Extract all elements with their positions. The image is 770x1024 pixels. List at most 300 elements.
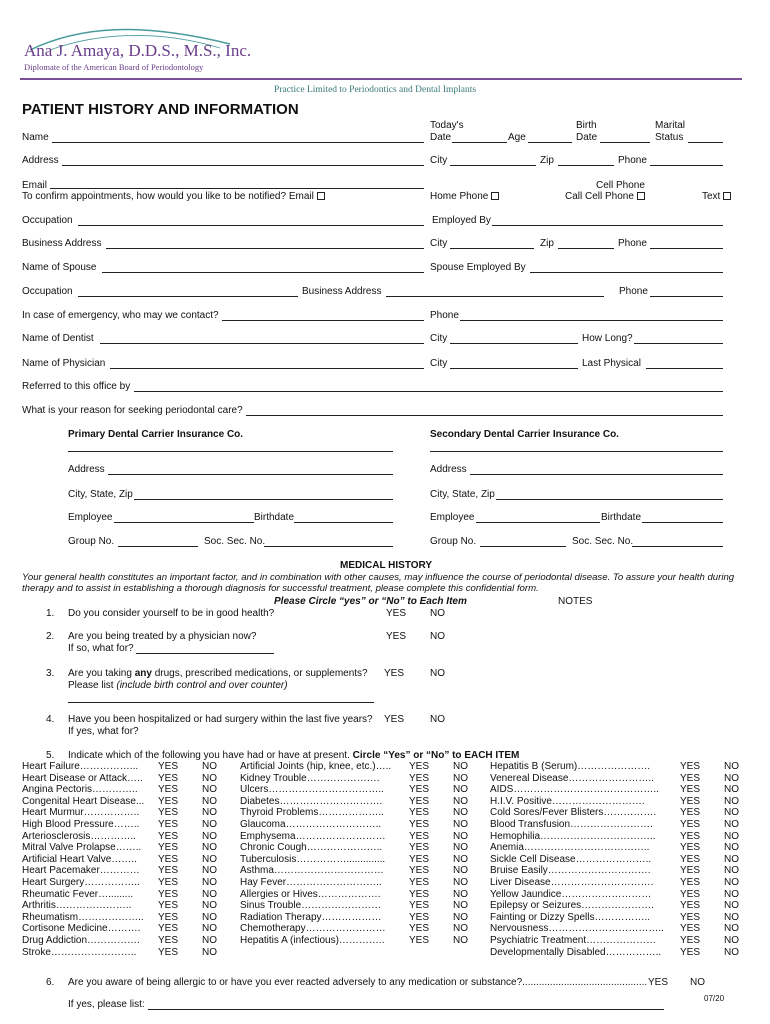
- condition-no[interactable]: NO: [453, 795, 468, 807]
- label-email: Email: [22, 180, 48, 191]
- home-phone-option: Home Phone: [430, 191, 499, 202]
- q2-yes[interactable]: YES: [386, 631, 407, 642]
- how-long-field[interactable]: [634, 343, 723, 344]
- condition-label: Mitral Valve Prolapse……..: [22, 842, 142, 854]
- q6-text: Are you aware of being allergic to or have you ever reacted adversely to any medication or substance?.............................................: [68, 977, 648, 988]
- home-phone-checkbox[interactable]: [491, 192, 499, 200]
- condition-yes[interactable]: YES: [158, 807, 179, 819]
- condition-yes[interactable]: YES: [680, 784, 701, 796]
- label-marital: Marital: [655, 120, 686, 131]
- condition-yes[interactable]: YES: [158, 830, 179, 842]
- label-business-address: Business Address: [22, 238, 102, 249]
- physician-field[interactable]: [110, 368, 424, 369]
- condition-no[interactable]: NO: [453, 934, 468, 946]
- condition-label: Blood Transfusion…………………….: [490, 818, 653, 830]
- condition-label: Heart Pacemaker…………: [22, 865, 140, 877]
- occupation-field[interactable]: [78, 225, 424, 226]
- q2-text: Are you being treated by a physician now?: [68, 631, 257, 642]
- q4-yes[interactable]: YES: [384, 714, 405, 725]
- conditions-col2-yes: [409, 761, 429, 947]
- condition-no[interactable]: NO: [724, 888, 739, 900]
- condition-no[interactable]: NO: [724, 842, 739, 854]
- page-title: PATIENT HISTORY AND INFORMATION: [22, 101, 299, 118]
- condition-no[interactable]: NO: [202, 842, 217, 854]
- todays-date-field[interactable]: [452, 142, 507, 143]
- zip-field[interactable]: [558, 165, 614, 166]
- condition-label: Sickle Cell Disease…………………..: [490, 853, 652, 865]
- q3-list-instruction: Please list (include birth control and over counter): [68, 680, 288, 691]
- condition-no[interactable]: NO: [724, 911, 739, 923]
- q4-followup: If yes, what for?: [68, 726, 139, 737]
- primary-city-field[interactable]: [134, 499, 393, 500]
- condition-yes[interactable]: YES: [158, 842, 179, 854]
- secondary-insurance-field[interactable]: [430, 451, 723, 452]
- condition-no[interactable]: NO: [724, 784, 739, 796]
- medical-intro: Your general health constitutes an important factor, and in combination with other causes, may influence the course of periodontal disease. To assure your health during therapy and to assist in establishing a thorough diagnosis for successful treatment, please complete this confidential form.: [22, 572, 735, 594]
- label-date: Date: [430, 132, 452, 143]
- condition-yes[interactable]: YES: [158, 911, 179, 923]
- q6-yes[interactable]: YES: [648, 977, 669, 988]
- address-field[interactable]: [62, 165, 424, 166]
- condition-label: Angina Pectoris…………..: [22, 784, 138, 796]
- condition-label: Developmentally Disabled……………..: [490, 946, 662, 958]
- business-city-field[interactable]: [450, 248, 534, 249]
- secondary-city-field[interactable]: [496, 499, 723, 500]
- condition-yes[interactable]: YES: [680, 772, 701, 784]
- condition-label: Artificial Heart Valve……..: [22, 853, 137, 865]
- condition-label: Hepatitis A (infectious)…………..: [240, 934, 385, 946]
- label-primary-city: City, State, Zip: [68, 489, 133, 500]
- label-spouse-occupation: Occupation: [22, 286, 73, 297]
- call-cell-option: Call Cell Phone: [565, 191, 645, 202]
- condition-no[interactable]: NO: [453, 888, 468, 900]
- condition-label: Heart Disease or Attack…..: [22, 772, 143, 784]
- q4-number: 4.: [46, 714, 55, 725]
- condition-label: Kidney Trouble………………….: [240, 772, 380, 784]
- condition-label: Heart Failure……………...: [22, 761, 139, 772]
- label-primary-address: Address: [68, 464, 105, 475]
- q1-yes[interactable]: YES: [386, 608, 407, 619]
- condition-label: Glaucoma………………………..: [240, 818, 382, 830]
- label-primary-group: Group No.: [68, 536, 115, 547]
- primary-insurance-heading: Primary Dental Carrier Insurance Co.: [68, 429, 244, 440]
- condition-label: Allergies or Hives……………….: [240, 888, 381, 900]
- condition-label: Hemophilia……………………………..: [490, 830, 656, 842]
- condition-no[interactable]: NO: [453, 853, 468, 865]
- spouse-field[interactable]: [102, 272, 424, 273]
- q3-list-field[interactable]: [68, 702, 374, 703]
- label-occupation: Occupation: [22, 215, 73, 226]
- secondary-ssn-field[interactable]: [632, 546, 723, 547]
- label-spouse-phone: Phone: [619, 286, 648, 297]
- q2-followup-field[interactable]: [136, 653, 274, 654]
- label-referred: Referred to this office by: [22, 381, 131, 392]
- condition-label: Thyroid Problems………………..: [240, 807, 384, 819]
- condition-no[interactable]: NO: [202, 795, 217, 807]
- label-todays: Today's: [430, 120, 464, 131]
- condition-no[interactable]: NO: [724, 865, 739, 877]
- dentist-city-field[interactable]: [450, 343, 578, 344]
- q1-number: 1.: [46, 608, 55, 619]
- q3-number: 3.: [46, 668, 55, 679]
- conditions-col1: [22, 761, 154, 958]
- label-primary-ssn: Soc. Sec. No.: [204, 536, 266, 547]
- condition-yes[interactable]: YES: [158, 946, 179, 958]
- condition-yes[interactable]: YES: [680, 900, 701, 912]
- condition-yes[interactable]: YES: [158, 888, 179, 900]
- spouse-occupation-field[interactable]: [78, 296, 298, 297]
- q4-text: Have you been hospitalized or had surgery within the last five years?: [68, 714, 373, 725]
- condition-no[interactable]: NO: [453, 784, 468, 796]
- label-dentist-city: City: [430, 333, 448, 344]
- secondary-group-field[interactable]: [480, 546, 566, 547]
- label-status: Status: [655, 132, 684, 143]
- condition-yes[interactable]: YES: [409, 842, 430, 854]
- label-cell-phone: Cell Phone: [596, 180, 645, 191]
- label-emergency: In case of emergency, who may we contact?: [22, 310, 219, 321]
- employed-by-field[interactable]: [492, 225, 723, 226]
- name-field[interactable]: [52, 142, 424, 143]
- condition-label: Sinus Trouble……………………: [240, 900, 382, 912]
- condition-label: Venereal Disease……………………..: [490, 772, 654, 784]
- notify-question: To confirm appointments, how would you like to be notified? Email: [22, 191, 325, 202]
- label-business-zip: Zip: [540, 238, 554, 249]
- conditions-col2: [240, 761, 400, 947]
- condition-yes[interactable]: YES: [680, 911, 701, 923]
- conditions-col3-yes: [680, 761, 700, 958]
- condition-label: Artificial Joints (hip, knee, etc.)…..: [240, 761, 392, 772]
- label-business-phone: Phone: [618, 238, 647, 249]
- condition-yes[interactable]: YES: [158, 761, 179, 772]
- condition-label: Asthma……………………………: [240, 865, 384, 877]
- label-birth-date: Date: [576, 132, 598, 143]
- business-phone-field[interactable]: [650, 248, 723, 249]
- condition-label: Arthritis…………………..: [22, 900, 132, 912]
- condition-no[interactable]: NO: [453, 842, 468, 854]
- condition-no[interactable]: NO: [724, 818, 739, 830]
- condition-no[interactable]: NO: [453, 911, 468, 923]
- label-secondary-address: Address: [430, 464, 467, 475]
- condition-yes[interactable]: YES: [409, 772, 430, 784]
- condition-yes[interactable]: YES: [158, 818, 179, 830]
- condition-label: Stroke……………………..: [22, 946, 137, 958]
- condition-label: Hepatitis B (Serum)………………….: [490, 761, 651, 772]
- condition-no[interactable]: NO: [724, 900, 739, 912]
- label-physician-city: City: [430, 358, 448, 369]
- label-secondary-birthdate: Birthdate: [601, 512, 642, 523]
- practice-limited: Practice Limited to Periodontics and Dental Implants: [274, 85, 477, 95]
- q6-number: 6.: [46, 977, 55, 988]
- spouse-phone-field[interactable]: [650, 296, 723, 297]
- conditions-col1-no: [202, 761, 217, 958]
- emergency-field[interactable]: [222, 320, 424, 321]
- conditions-col2-no: [453, 761, 468, 947]
- label-phone: Phone: [618, 155, 647, 166]
- condition-yes[interactable]: YES: [409, 911, 430, 923]
- secondary-birthdate-field[interactable]: [642, 522, 723, 523]
- email-checkbox[interactable]: [317, 192, 325, 200]
- condition-label: Yellow Jaundice………………………: [490, 888, 652, 900]
- condition-label: Fainting or Dizzy Spells……………..: [490, 911, 651, 923]
- condition-no[interactable]: NO: [202, 946, 217, 958]
- label-spouse: Name of Spouse: [22, 262, 97, 273]
- condition-no[interactable]: NO: [453, 807, 468, 819]
- city-field[interactable]: [450, 165, 536, 166]
- condition-label: Arteriosclerosis…………..: [22, 830, 136, 842]
- condition-no[interactable]: NO: [202, 888, 217, 900]
- notes-label: NOTES: [558, 596, 593, 607]
- primary-employee-field[interactable]: [114, 522, 254, 523]
- condition-yes[interactable]: YES: [409, 865, 430, 877]
- label-reason: What is your reason for seeking periodontal care?: [22, 405, 243, 416]
- condition-no[interactable]: NO: [202, 865, 217, 877]
- birth-date-field[interactable]: [600, 142, 650, 143]
- referred-field[interactable]: [134, 391, 723, 392]
- condition-no[interactable]: NO: [724, 923, 739, 935]
- q5-text: Indicate which of the following you have had or have at present. Circle “Yes” or “No” to EACH ITEM: [68, 750, 520, 761]
- condition-no[interactable]: NO: [202, 818, 217, 830]
- diplomate-line: Diplomate of the American Board of Periodontology: [24, 62, 204, 72]
- business-zip-field[interactable]: [558, 248, 614, 249]
- condition-no[interactable]: NO: [202, 934, 217, 946]
- primary-address-field[interactable]: [108, 474, 393, 475]
- label-business-city: City: [430, 238, 448, 249]
- marital-status-field[interactable]: [688, 142, 723, 143]
- q3-no[interactable]: NO: [430, 668, 445, 679]
- condition-label: Chemotherapy……………………: [240, 923, 386, 935]
- condition-yes[interactable]: YES: [158, 795, 179, 807]
- condition-yes[interactable]: YES: [158, 784, 179, 796]
- condition-no[interactable]: NO: [724, 934, 739, 946]
- condition-yes[interactable]: YES: [680, 818, 701, 830]
- q4-no[interactable]: NO: [430, 714, 445, 725]
- condition-no[interactable]: NO: [202, 784, 217, 796]
- q1-no[interactable]: NO: [430, 608, 445, 619]
- q6-no[interactable]: NO: [690, 977, 705, 988]
- condition-no[interactable]: NO: [453, 818, 468, 830]
- condition-label: Heart Surgery……………..: [22, 876, 140, 888]
- call-cell-checkbox[interactable]: [637, 192, 645, 200]
- label-primary-employee: Employee: [68, 512, 113, 523]
- primary-ssn-field[interactable]: [264, 546, 393, 547]
- condition-yes[interactable]: YES: [680, 761, 701, 772]
- condition-no[interactable]: NO: [724, 807, 739, 819]
- q2-no[interactable]: NO: [430, 631, 445, 642]
- text-option: Text: [702, 191, 731, 202]
- condition-yes[interactable]: YES: [409, 784, 430, 796]
- condition-yes[interactable]: YES: [680, 853, 701, 865]
- condition-no[interactable]: NO: [202, 923, 217, 935]
- condition-no[interactable]: NO: [724, 830, 739, 842]
- condition-yes[interactable]: YES: [409, 888, 430, 900]
- condition-no[interactable]: NO: [453, 772, 468, 784]
- condition-yes[interactable]: YES: [158, 900, 179, 912]
- label-secondary-employee: Employee: [430, 512, 475, 523]
- condition-yes[interactable]: YES: [409, 818, 430, 830]
- condition-yes[interactable]: YES: [680, 946, 701, 958]
- emergency-phone-field[interactable]: [460, 320, 723, 321]
- condition-label: Ulcers……………………………..: [240, 784, 384, 796]
- q5-number: 5.: [46, 750, 55, 761]
- condition-yes[interactable]: YES: [409, 807, 430, 819]
- condition-label: Tuberculosis……………..............: [240, 853, 386, 865]
- condition-yes[interactable]: YES: [158, 865, 179, 877]
- condition-label: Anemia………………………………..: [490, 842, 650, 854]
- condition-yes[interactable]: YES: [409, 795, 430, 807]
- condition-no[interactable]: NO: [453, 761, 468, 772]
- condition-label: Chronic Cough…………………..: [240, 842, 383, 854]
- condition-yes[interactable]: YES: [409, 900, 430, 912]
- condition-label: Diabetes………………………….: [240, 795, 383, 807]
- label-how-long: How Long?: [582, 333, 633, 344]
- label-age: Age: [508, 132, 526, 143]
- condition-yes[interactable]: YES: [409, 761, 430, 772]
- label-emergency-phone: Phone: [430, 310, 459, 321]
- condition-label: Rheumatic Fever….........: [22, 888, 134, 900]
- condition-yes[interactable]: YES: [409, 830, 430, 842]
- phone-field[interactable]: [650, 165, 723, 166]
- condition-label: Bruise Easily………………………….: [490, 865, 651, 877]
- condition-no[interactable]: NO: [724, 853, 739, 865]
- q2-number: 2.: [46, 631, 55, 642]
- last-physical-field[interactable]: [646, 368, 723, 369]
- label-dentist: Name of Dentist: [22, 333, 94, 344]
- condition-yes[interactable]: YES: [409, 853, 430, 865]
- label-address: Address: [22, 155, 59, 166]
- label-city: City: [430, 155, 448, 166]
- label-physician: Name of Physician: [22, 358, 106, 369]
- condition-label: Epilepsy or Seizures………………….: [490, 900, 654, 912]
- spouse-employed-field[interactable]: [530, 272, 723, 273]
- condition-label: Radiation Therapy………………: [240, 911, 382, 923]
- business-address-field[interactable]: [106, 248, 424, 249]
- condition-label: AIDS……………………………………..: [490, 784, 659, 796]
- label-birth: Birth: [576, 120, 597, 131]
- condition-yes[interactable]: YES: [680, 888, 701, 900]
- condition-label: Liver Disease………………………….: [490, 876, 654, 888]
- q6-followup: If yes, please list:: [68, 999, 145, 1010]
- condition-no[interactable]: NO: [453, 865, 468, 877]
- condition-label: H.I.V. Positive……………………….: [490, 795, 645, 807]
- condition-label: Cold Sores/Fever Blisters…………….: [490, 807, 657, 819]
- label-primary-birthdate: Birthdate: [254, 512, 295, 523]
- label-name: Name: [22, 132, 49, 143]
- condition-no[interactable]: NO: [453, 830, 468, 842]
- physician-city-field[interactable]: [450, 368, 578, 369]
- dentist-field[interactable]: [100, 343, 424, 344]
- text-checkbox[interactable]: [723, 192, 731, 200]
- header-rule: [20, 78, 742, 80]
- condition-label: Nervousness……………………………..: [490, 923, 664, 935]
- medical-history-heading: MEDICAL HISTORY: [340, 560, 433, 571]
- condition-no[interactable]: NO: [202, 761, 217, 772]
- condition-yes[interactable]: YES: [680, 876, 701, 888]
- secondary-address-field[interactable]: [470, 474, 723, 475]
- condition-yes[interactable]: YES: [158, 934, 179, 946]
- condition-no[interactable]: NO: [724, 946, 739, 958]
- condition-no[interactable]: NO: [202, 900, 217, 912]
- form-code: 07/20: [704, 994, 725, 1003]
- primary-group-field[interactable]: [118, 546, 198, 547]
- q1-text: Do you consider yourself to be in good health?: [68, 608, 275, 619]
- label-zip: Zip: [540, 155, 554, 166]
- condition-yes[interactable]: YES: [680, 865, 701, 877]
- condition-yes[interactable]: YES: [680, 795, 701, 807]
- condition-yes[interactable]: YES: [158, 923, 179, 935]
- secondary-employee-field[interactable]: [476, 522, 600, 523]
- condition-label: Rheumatism………………..: [22, 911, 144, 923]
- label-spouse-business-address: Business Address: [302, 286, 382, 297]
- condition-yes[interactable]: YES: [158, 876, 179, 888]
- practitioner-name: Ana J. Amaya, D.D.S., M.S., Inc.: [24, 41, 252, 60]
- condition-no[interactable]: NO: [202, 830, 217, 842]
- email-field[interactable]: [50, 188, 424, 189]
- condition-yes[interactable]: YES: [680, 830, 701, 842]
- condition-yes[interactable]: YES: [409, 876, 430, 888]
- condition-no[interactable]: NO: [724, 876, 739, 888]
- label-secondary-city: City, State, Zip: [430, 489, 495, 500]
- condition-no[interactable]: NO: [202, 911, 217, 923]
- condition-yes[interactable]: YES: [680, 807, 701, 819]
- reason-field[interactable]: [246, 415, 723, 416]
- condition-label: Emphysema………………………: [240, 830, 386, 842]
- condition-no[interactable]: NO: [453, 876, 468, 888]
- condition-yes[interactable]: YES: [680, 934, 701, 946]
- spouse-business-address-field[interactable]: [386, 296, 604, 297]
- condition-yes[interactable]: YES: [158, 772, 179, 784]
- condition-no[interactable]: NO: [724, 761, 739, 772]
- q2-followup: If so, what for?: [68, 643, 134, 654]
- condition-label: Hay Fever………………………..: [240, 876, 382, 888]
- primary-birthdate-field[interactable]: [294, 522, 393, 523]
- conditions-col3-no: [724, 761, 739, 958]
- condition-no[interactable]: NO: [202, 876, 217, 888]
- condition-no[interactable]: NO: [453, 900, 468, 912]
- label-secondary-group: Group No.: [430, 536, 477, 547]
- condition-yes[interactable]: YES: [409, 934, 430, 946]
- q3-yes[interactable]: YES: [384, 668, 405, 679]
- condition-label: Drug Addiction…………….: [22, 934, 140, 946]
- label-secondary-ssn: Soc. Sec. No.: [572, 536, 634, 547]
- label-last-physical: Last Physical: [582, 358, 641, 369]
- condition-label: Psychiatric Treatment…………………: [490, 934, 657, 946]
- age-field[interactable]: [528, 142, 572, 143]
- condition-no[interactable]: NO: [202, 772, 217, 784]
- condition-yes[interactable]: YES: [680, 923, 701, 935]
- condition-yes[interactable]: YES: [680, 842, 701, 854]
- condition-label: Heart Murmur……………..: [22, 807, 140, 819]
- condition-yes[interactable]: YES: [158, 853, 179, 865]
- label-employed-by: Employed By: [432, 215, 491, 226]
- condition-label: Cortisone Medicine……….: [22, 923, 141, 935]
- condition-no[interactable]: NO: [724, 795, 739, 807]
- conditions-col1-yes: [158, 761, 178, 958]
- circle-instruction: Please Circle “yes” or “No” to Each Item: [274, 596, 467, 607]
- condition-no[interactable]: NO: [453, 923, 468, 935]
- condition-label: Congenital Heart Disease...: [22, 795, 145, 807]
- primary-insurance-field[interactable]: [68, 451, 393, 452]
- label-spouse-employed: Spouse Employed By: [430, 262, 526, 273]
- secondary-insurance-heading: Secondary Dental Carrier Insurance Co.: [430, 429, 619, 440]
- condition-no[interactable]: NO: [202, 807, 217, 819]
- condition-no[interactable]: NO: [202, 853, 217, 865]
- q6-followup-field[interactable]: [148, 1009, 664, 1010]
- condition-no[interactable]: NO: [724, 772, 739, 784]
- condition-label: High Blood Pressure……..: [22, 818, 140, 830]
- condition-yes[interactable]: YES: [409, 923, 430, 935]
- q3-text: Are you taking any drugs, prescribed medications, or supplements?: [68, 668, 368, 679]
- conditions-col3: [490, 761, 668, 958]
